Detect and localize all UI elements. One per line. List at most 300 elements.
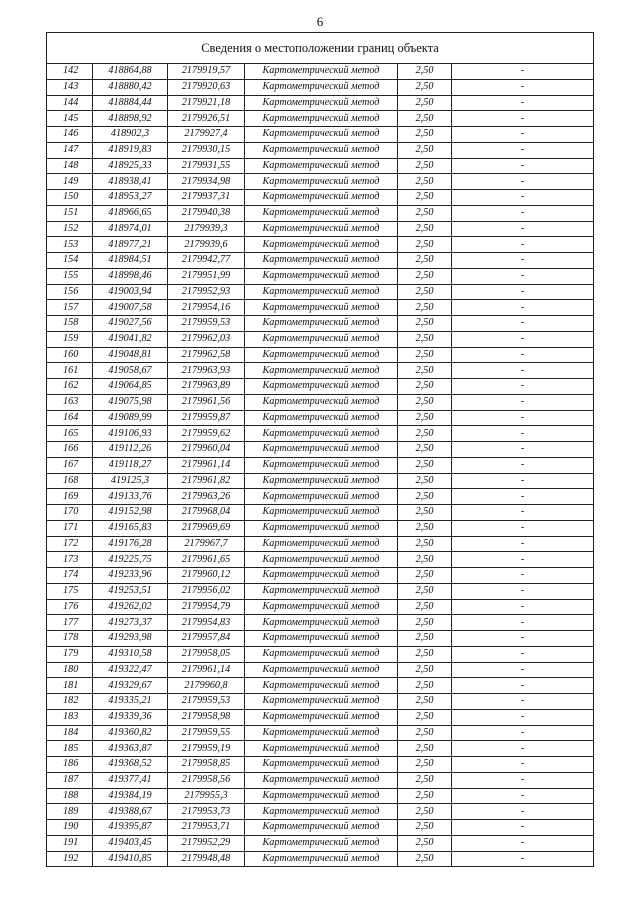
method-cell: Картометрический метод (245, 568, 398, 584)
table-row (47, 772, 594, 788)
accuracy-cell: 2,50 (398, 678, 452, 694)
point-number-cell: 191 (47, 835, 93, 851)
y-coordinate-cell: 2179920,63 (168, 79, 245, 95)
accuracy-cell: 2,50 (398, 788, 452, 804)
point-number-cell: 147 (47, 142, 93, 158)
point-number-cell: 146 (47, 127, 93, 143)
point-number-cell: 173 (47, 552, 93, 568)
method-cell: Картометрический метод (245, 347, 398, 363)
point-number-cell: 154 (47, 253, 93, 269)
y-coordinate-cell: 2179961,14 (168, 662, 245, 678)
x-coordinate-cell: 419225,75 (93, 552, 168, 568)
y-coordinate-cell: 2179927,4 (168, 127, 245, 143)
accuracy-cell: 2,50 (398, 300, 452, 316)
table-row (47, 142, 594, 158)
accuracy-cell: 2,50 (398, 379, 452, 395)
accuracy-cell: 2,50 (398, 646, 452, 662)
method-cell: Картометрический метод (245, 331, 398, 347)
accuracy-cell: 2,50 (398, 426, 452, 442)
table-row (47, 552, 594, 568)
description-cell: - (452, 300, 594, 316)
method-cell: Картометрический метод (245, 237, 398, 253)
y-coordinate-cell: 2179940,38 (168, 205, 245, 221)
method-cell: Картометрический метод (245, 127, 398, 143)
point-number-cell: 189 (47, 804, 93, 820)
method-cell: Картометрический метод (245, 646, 398, 662)
method-cell: Картометрический метод (245, 489, 398, 505)
y-coordinate-cell: 2179967,7 (168, 536, 245, 552)
y-coordinate-cell: 2179921,18 (168, 95, 245, 111)
accuracy-cell: 2,50 (398, 64, 452, 80)
point-number-cell: 166 (47, 442, 93, 458)
point-number-cell: 174 (47, 568, 93, 584)
table-row (47, 410, 594, 426)
x-coordinate-cell: 419339,36 (93, 709, 168, 725)
y-coordinate-cell: 2179952,29 (168, 835, 245, 851)
table-row (47, 205, 594, 221)
point-number-cell: 170 (47, 505, 93, 521)
point-number-cell: 158 (47, 316, 93, 332)
y-coordinate-cell: 2179957,84 (168, 631, 245, 647)
y-coordinate-cell: 2179959,62 (168, 426, 245, 442)
accuracy-cell: 2,50 (398, 568, 452, 584)
y-coordinate-cell: 2179961,56 (168, 394, 245, 410)
method-cell: Картометрический метод (245, 757, 398, 773)
accuracy-cell: 2,50 (398, 442, 452, 458)
description-cell: - (452, 505, 594, 521)
table-row (47, 835, 594, 851)
y-coordinate-cell: 2179952,93 (168, 284, 245, 300)
y-coordinate-cell: 2179958,05 (168, 646, 245, 662)
point-number-cell: 183 (47, 709, 93, 725)
point-number-cell: 160 (47, 347, 93, 363)
x-coordinate-cell: 419262,02 (93, 599, 168, 615)
point-number-cell: 180 (47, 662, 93, 678)
table-row (47, 583, 594, 599)
y-coordinate-cell: 2179934,98 (168, 174, 245, 190)
description-cell: - (452, 347, 594, 363)
table-row (47, 741, 594, 757)
accuracy-cell: 2,50 (398, 536, 452, 552)
y-coordinate-cell: 2179958,85 (168, 757, 245, 773)
x-coordinate-cell: 419335,21 (93, 694, 168, 710)
table-row (47, 253, 594, 269)
method-cell: Картометрический метод (245, 64, 398, 80)
description-cell: - (452, 268, 594, 284)
accuracy-cell: 2,50 (398, 757, 452, 773)
y-coordinate-cell: 2179942,77 (168, 253, 245, 269)
description-cell: - (452, 851, 594, 867)
point-number-cell: 187 (47, 772, 93, 788)
table-row (47, 757, 594, 773)
description-cell: - (452, 410, 594, 426)
point-number-cell: 164 (47, 410, 93, 426)
x-coordinate-cell: 419027,56 (93, 316, 168, 332)
method-cell: Картометрический метод (245, 426, 398, 442)
table-row (47, 631, 594, 647)
table-row (47, 237, 594, 253)
table-row (47, 788, 594, 804)
method-cell: Картометрический метод (245, 190, 398, 206)
method-cell: Картометрический метод (245, 536, 398, 552)
x-coordinate-cell: 419007,58 (93, 300, 168, 316)
description-cell: - (452, 741, 594, 757)
table-row (47, 568, 594, 584)
x-coordinate-cell: 418864,88 (93, 64, 168, 80)
accuracy-cell: 2,50 (398, 615, 452, 631)
description-cell: - (452, 190, 594, 206)
x-coordinate-cell: 419329,67 (93, 678, 168, 694)
x-coordinate-cell: 418977,21 (93, 237, 168, 253)
accuracy-cell: 2,50 (398, 331, 452, 347)
description-cell: - (452, 79, 594, 95)
point-number-cell: 178 (47, 631, 93, 647)
method-cell: Картометрический метод (245, 316, 398, 332)
point-number-cell: 162 (47, 379, 93, 395)
description-cell: - (452, 426, 594, 442)
table-row (47, 95, 594, 111)
point-number-cell: 144 (47, 95, 93, 111)
description-cell: - (452, 142, 594, 158)
method-cell: Картометрический метод (245, 804, 398, 820)
y-coordinate-cell: 2179961,82 (168, 473, 245, 489)
x-coordinate-cell: 419041,82 (93, 331, 168, 347)
method-cell: Картометрический метод (245, 158, 398, 174)
y-coordinate-cell: 2179958,98 (168, 709, 245, 725)
table-row (47, 331, 594, 347)
table-row (47, 804, 594, 820)
point-number-cell: 156 (47, 284, 93, 300)
description-cell: - (452, 820, 594, 836)
description-cell: - (452, 804, 594, 820)
accuracy-cell: 2,50 (398, 127, 452, 143)
y-coordinate-cell: 2179959,87 (168, 410, 245, 426)
method-cell: Картометрический метод (245, 174, 398, 190)
method-cell: Картометрический метод (245, 615, 398, 631)
accuracy-cell: 2,50 (398, 237, 452, 253)
table-row (47, 694, 594, 710)
point-number-cell: 179 (47, 646, 93, 662)
point-number-cell: 177 (47, 615, 93, 631)
point-number-cell: 153 (47, 237, 93, 253)
x-coordinate-cell: 419388,67 (93, 804, 168, 820)
description-cell: - (452, 394, 594, 410)
accuracy-cell: 2,50 (398, 804, 452, 820)
table-row (47, 473, 594, 489)
y-coordinate-cell: 2179958,56 (168, 772, 245, 788)
method-cell: Картометрический метод (245, 79, 398, 95)
accuracy-cell: 2,50 (398, 142, 452, 158)
y-coordinate-cell: 2179959,55 (168, 725, 245, 741)
y-coordinate-cell: 2179963,89 (168, 379, 245, 395)
method-cell: Картометрический метод (245, 442, 398, 458)
method-cell: Картометрический метод (245, 520, 398, 536)
x-coordinate-cell: 419106,93 (93, 426, 168, 442)
description-cell: - (452, 583, 594, 599)
y-coordinate-cell: 2179959,53 (168, 316, 245, 332)
point-number-cell: 176 (47, 599, 93, 615)
accuracy-cell: 2,50 (398, 457, 452, 473)
x-coordinate-cell: 419360,82 (93, 725, 168, 741)
accuracy-cell: 2,50 (398, 316, 452, 332)
x-coordinate-cell: 418953,27 (93, 190, 168, 206)
x-coordinate-cell: 419118,27 (93, 457, 168, 473)
description-cell: - (452, 457, 594, 473)
table-row (47, 678, 594, 694)
description-cell: - (452, 662, 594, 678)
x-coordinate-cell: 419410,85 (93, 851, 168, 867)
method-cell: Картометрический метод (245, 599, 398, 615)
x-coordinate-cell: 418919,83 (93, 142, 168, 158)
description-cell: - (452, 363, 594, 379)
table-row (47, 851, 594, 867)
description-cell: - (452, 221, 594, 237)
x-coordinate-cell: 419377,41 (93, 772, 168, 788)
method-cell: Картометрический метод (245, 284, 398, 300)
description-cell: - (452, 646, 594, 662)
x-coordinate-cell: 419075,98 (93, 394, 168, 410)
y-coordinate-cell: 2179968,04 (168, 505, 245, 521)
point-number-cell: 190 (47, 820, 93, 836)
x-coordinate-cell: 419003,94 (93, 284, 168, 300)
table-row (47, 111, 594, 127)
method-cell: Картометрический метод (245, 410, 398, 426)
point-number-cell: 185 (47, 741, 93, 757)
x-coordinate-cell: 419112,26 (93, 442, 168, 458)
description-cell: - (452, 111, 594, 127)
description-cell: - (452, 205, 594, 221)
description-cell: - (452, 473, 594, 489)
point-number-cell: 143 (47, 79, 93, 95)
x-coordinate-cell: 419133,76 (93, 489, 168, 505)
accuracy-cell: 2,50 (398, 221, 452, 237)
point-number-cell: 192 (47, 851, 93, 867)
table-body (47, 64, 594, 867)
description-cell: - (452, 379, 594, 395)
accuracy-cell: 2,50 (398, 820, 452, 836)
accuracy-cell: 2,50 (398, 520, 452, 536)
table-row (47, 442, 594, 458)
description-cell: - (452, 631, 594, 647)
y-coordinate-cell: 2179954,79 (168, 599, 245, 615)
x-coordinate-cell: 418925,33 (93, 158, 168, 174)
table-row (47, 127, 594, 143)
description-cell: - (452, 772, 594, 788)
point-number-cell: 150 (47, 190, 93, 206)
accuracy-cell: 2,50 (398, 394, 452, 410)
y-coordinate-cell: 2179953,71 (168, 820, 245, 836)
accuracy-cell: 2,50 (398, 505, 452, 521)
accuracy-cell: 2,50 (398, 631, 452, 647)
y-coordinate-cell: 2179939,6 (168, 237, 245, 253)
accuracy-cell: 2,50 (398, 95, 452, 111)
accuracy-cell: 2,50 (398, 79, 452, 95)
method-cell: Картометрический метод (245, 631, 398, 647)
accuracy-cell: 2,50 (398, 410, 452, 426)
y-coordinate-cell: 2179959,53 (168, 694, 245, 710)
description-cell: - (452, 599, 594, 615)
description-cell: - (452, 520, 594, 536)
point-number-cell: 186 (47, 757, 93, 773)
y-coordinate-cell: 2179963,26 (168, 489, 245, 505)
point-number-cell: 175 (47, 583, 93, 599)
page-number: 6 (316, 14, 324, 29)
table-row (47, 221, 594, 237)
x-coordinate-cell: 419064,85 (93, 379, 168, 395)
y-coordinate-cell: 2179960,04 (168, 442, 245, 458)
x-coordinate-cell: 419176,28 (93, 536, 168, 552)
description-cell: - (452, 127, 594, 143)
table-row (47, 174, 594, 190)
x-coordinate-cell: 419152,98 (93, 505, 168, 521)
point-number-cell: 151 (47, 205, 93, 221)
accuracy-cell: 2,50 (398, 552, 452, 568)
y-coordinate-cell: 2179919,57 (168, 64, 245, 80)
accuracy-cell: 2,50 (398, 158, 452, 174)
method-cell: Картометрический метод (245, 835, 398, 851)
point-number-cell: 142 (47, 64, 93, 80)
table-row (47, 158, 594, 174)
x-coordinate-cell: 419089,99 (93, 410, 168, 426)
accuracy-cell: 2,50 (398, 473, 452, 489)
boundary-coordinates-table (46, 32, 594, 867)
y-coordinate-cell: 2179931,55 (168, 158, 245, 174)
accuracy-cell: 2,50 (398, 363, 452, 379)
method-cell: Картометрический метод (245, 379, 398, 395)
x-coordinate-cell: 419253,51 (93, 583, 168, 599)
method-cell: Картометрический метод (245, 662, 398, 678)
description-cell: - (452, 678, 594, 694)
x-coordinate-cell: 418902,3 (93, 127, 168, 143)
y-coordinate-cell: 2179939,3 (168, 221, 245, 237)
method-cell: Картометрический метод (245, 205, 398, 221)
point-number-cell: 163 (47, 394, 93, 410)
table-row (47, 457, 594, 473)
x-coordinate-cell: 419273,37 (93, 615, 168, 631)
method-cell: Картометрический метод (245, 473, 398, 489)
point-number-cell: 149 (47, 174, 93, 190)
table-row (47, 709, 594, 725)
description-cell: - (452, 253, 594, 269)
point-number-cell: 145 (47, 111, 93, 127)
point-number-cell: 167 (47, 457, 93, 473)
method-cell: Картометрический метод (245, 111, 398, 127)
description-cell: - (452, 694, 594, 710)
accuracy-cell: 2,50 (398, 662, 452, 678)
x-coordinate-cell: 418938,41 (93, 174, 168, 190)
y-coordinate-cell: 2179954,83 (168, 615, 245, 631)
table-row (47, 725, 594, 741)
method-cell: Картометрический метод (245, 788, 398, 804)
x-coordinate-cell: 419293,98 (93, 631, 168, 647)
accuracy-cell: 2,50 (398, 284, 452, 300)
x-coordinate-cell: 418974,01 (93, 221, 168, 237)
method-cell: Картометрический метод (245, 221, 398, 237)
y-coordinate-cell: 2179956,02 (168, 583, 245, 599)
table-row (47, 347, 594, 363)
method-cell: Картометрический метод (245, 142, 398, 158)
table-row (47, 316, 594, 332)
table-row (47, 79, 594, 95)
method-cell: Картометрический метод (245, 394, 398, 410)
description-cell: - (452, 568, 594, 584)
description-cell: - (452, 788, 594, 804)
accuracy-cell: 2,50 (398, 489, 452, 505)
y-coordinate-cell: 2179969,69 (168, 520, 245, 536)
point-number-cell: 165 (47, 426, 93, 442)
x-coordinate-cell: 419384,19 (93, 788, 168, 804)
y-coordinate-cell: 2179961,14 (168, 457, 245, 473)
y-coordinate-cell: 2179962,58 (168, 347, 245, 363)
description-cell: - (452, 316, 594, 332)
method-cell: Картометрический метод (245, 95, 398, 111)
x-coordinate-cell: 419233,96 (93, 568, 168, 584)
point-number-cell: 182 (47, 694, 93, 710)
y-coordinate-cell: 2179951,99 (168, 268, 245, 284)
point-number-cell: 168 (47, 473, 93, 489)
point-number-cell: 161 (47, 363, 93, 379)
point-number-cell: 181 (47, 678, 93, 694)
point-number-cell: 157 (47, 300, 93, 316)
description-cell: - (452, 331, 594, 347)
x-coordinate-cell: 419058,67 (93, 363, 168, 379)
y-coordinate-cell: 2179948,48 (168, 851, 245, 867)
method-cell: Картометрический метод (245, 772, 398, 788)
method-cell: Картометрический метод (245, 583, 398, 599)
x-coordinate-cell: 419125,3 (93, 473, 168, 489)
table-row (47, 363, 594, 379)
x-coordinate-cell: 418984,51 (93, 253, 168, 269)
accuracy-cell: 2,50 (398, 174, 452, 190)
description-cell: - (452, 615, 594, 631)
y-coordinate-cell: 2179962,03 (168, 331, 245, 347)
description-cell: - (452, 442, 594, 458)
y-coordinate-cell: 2179930,15 (168, 142, 245, 158)
table-row (47, 394, 594, 410)
x-coordinate-cell: 419368,52 (93, 757, 168, 773)
x-coordinate-cell: 419403,45 (93, 835, 168, 851)
table-row (47, 300, 594, 316)
method-cell: Картометрический метод (245, 505, 398, 521)
accuracy-cell: 2,50 (398, 741, 452, 757)
description-cell: - (452, 709, 594, 725)
point-number-cell: 148 (47, 158, 93, 174)
x-coordinate-cell: 419165,83 (93, 520, 168, 536)
point-number-cell: 155 (47, 268, 93, 284)
method-cell: Картометрический метод (245, 741, 398, 757)
method-cell: Картометрический метод (245, 851, 398, 867)
description-cell: - (452, 237, 594, 253)
x-coordinate-cell: 419310,58 (93, 646, 168, 662)
point-number-cell: 152 (47, 221, 93, 237)
y-coordinate-cell: 2179955,3 (168, 788, 245, 804)
table-row (47, 615, 594, 631)
table-row (47, 489, 594, 505)
description-cell: - (452, 158, 594, 174)
description-cell: - (452, 284, 594, 300)
point-number-cell: 188 (47, 788, 93, 804)
method-cell: Картометрический метод (245, 552, 398, 568)
method-cell: Картометрический метод (245, 268, 398, 284)
table-row (47, 599, 594, 615)
table-row (47, 379, 594, 395)
table-row (47, 284, 594, 300)
boundary-table-container (46, 32, 593, 867)
y-coordinate-cell: 2179926,51 (168, 111, 245, 127)
method-cell: Картометрический метод (245, 363, 398, 379)
description-cell: - (452, 552, 594, 568)
method-cell: Картометрический метод (245, 694, 398, 710)
